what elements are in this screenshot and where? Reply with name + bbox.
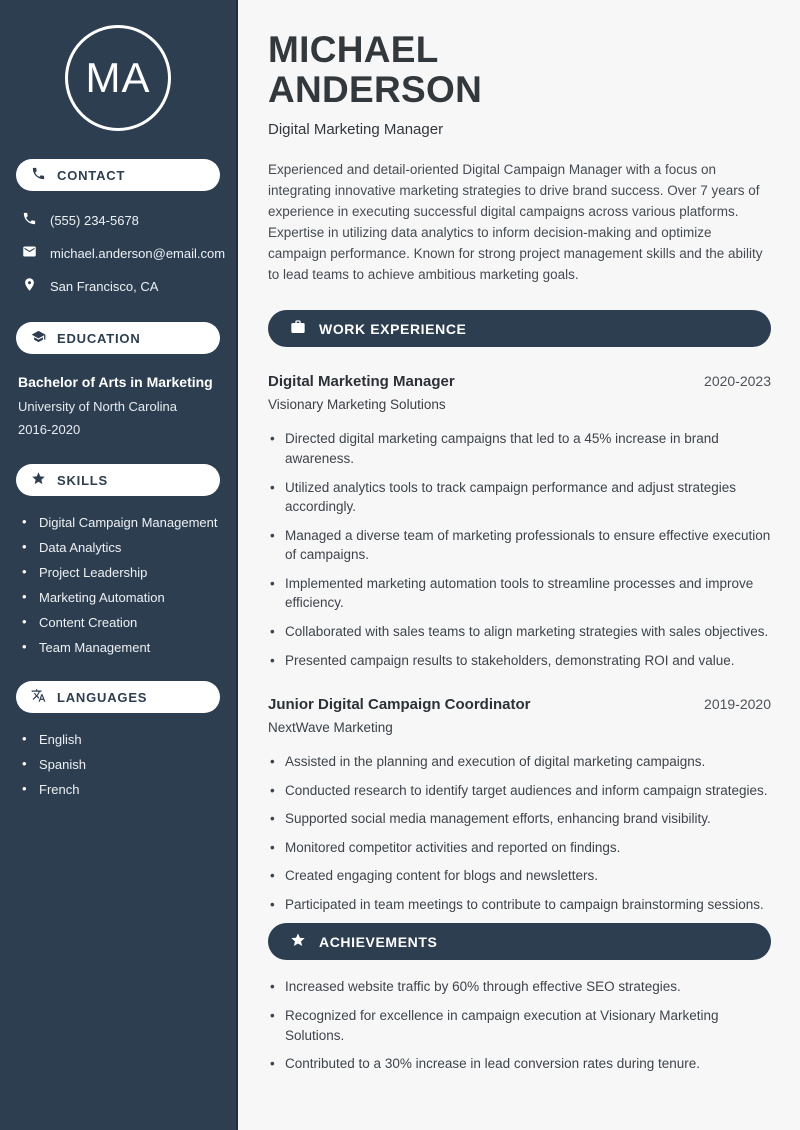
contact-section-label: CONTACT xyxy=(57,167,126,183)
achievements-section-label: ACHIEVEMENTS xyxy=(319,933,438,950)
education-degree: Bachelor of Arts in Marketing xyxy=(18,374,213,390)
location-pin-icon xyxy=(22,277,37,295)
education-section xyxy=(16,322,220,437)
contact-email xyxy=(22,244,226,262)
contact-location-value: San Francisco, CA xyxy=(50,278,159,294)
avatar xyxy=(65,25,171,131)
skills-section-header xyxy=(16,464,220,496)
languages-section-label: LANGUAGES xyxy=(57,689,148,705)
job-bullet: • Presented campaign results to stakeholders, demonstrating ROI and value. xyxy=(268,651,771,671)
job-bullet: • Assisted in the planning and execution of digital marketing campaigns. xyxy=(268,752,771,772)
achievements-list xyxy=(268,977,771,1073)
job-entry-dates: 2019-2020 xyxy=(704,696,771,713)
job-bullet: • Participated in team meetings to contribute to campaign brainstorming sessions. xyxy=(268,895,771,915)
achievements-section-header xyxy=(268,923,771,960)
graduation-cap-icon xyxy=(31,329,46,347)
main-content xyxy=(238,0,800,1130)
job-bullet: • Created engaging content for blogs and newsletters. xyxy=(268,866,771,886)
language-item: • English xyxy=(22,733,220,746)
skill-item: • Project Leadership xyxy=(22,566,220,579)
education-years: 2016-2020 xyxy=(18,422,81,437)
languages-section-header xyxy=(16,681,220,713)
job-entry-company: NextWave Marketing xyxy=(268,720,393,736)
briefcase-icon xyxy=(290,319,306,338)
job-entry xyxy=(268,696,771,914)
skill-item: • Marketing Automation xyxy=(22,591,220,604)
job-entry-company: Visionary Marketing Solutions xyxy=(268,397,446,413)
sidebar xyxy=(0,0,238,1130)
translate-icon xyxy=(31,688,46,706)
skills-section xyxy=(16,464,220,654)
contact-location xyxy=(22,277,220,295)
achievement-bullet: • Contributed to a 30% increase in lead conversion rates during tenure. xyxy=(268,1054,771,1074)
skill-item: • Content Creation xyxy=(22,616,220,629)
contact-section-header xyxy=(16,159,220,191)
job-entry-title: Digital Marketing Manager xyxy=(268,373,455,391)
work-experience-section-label: WORK EXPERIENCE xyxy=(319,320,467,337)
skills-section-label: SKILLS xyxy=(57,472,109,488)
job-bullet: • Supported social media management efforts, enhancing brand visibility. xyxy=(268,809,771,829)
job-entry xyxy=(268,373,771,670)
job-entry-dates: 2020-2023 xyxy=(704,373,771,390)
job-bullet: • Monitored competitor activities and reported on findings. xyxy=(268,838,771,858)
education-section-label: EDUCATION xyxy=(57,330,141,346)
job-bullet: • Conducted research to identify target audiences and inform campaign strategies. xyxy=(268,781,771,801)
job-title-subtitle: Digital Marketing Manager xyxy=(268,121,444,139)
skills-list xyxy=(22,516,220,654)
skill-item: • Data Analytics xyxy=(22,541,220,554)
job-bullet: • Collaborated with sales teams to align marketing strategies with sales objectives. xyxy=(268,622,771,642)
education-section-header xyxy=(16,322,220,354)
skill-item: • Digital Campaign Management xyxy=(22,516,220,529)
achievement-bullet: • Recognized for excellence in campaign execution at Visionary Marketing Solutions. xyxy=(268,1006,771,1045)
skill-item: • Team Management xyxy=(22,641,220,654)
job-header xyxy=(268,373,771,390)
contact-email-value: michael.anderson@email.com xyxy=(50,245,226,261)
work-experience-section-header xyxy=(268,310,771,347)
job-entry-title: Junior Digital Campaign Coordinator xyxy=(268,696,531,714)
contact-phone xyxy=(22,211,220,229)
languages-section xyxy=(16,681,220,796)
email-icon xyxy=(22,244,37,262)
job-bullet: • Directed digital marketing campaigns that led to a 45% increase in brand awareness. xyxy=(268,429,771,468)
star-icon xyxy=(31,471,46,489)
languages-list xyxy=(22,733,220,796)
language-item: • French xyxy=(22,783,220,796)
language-item: • Spanish xyxy=(22,758,220,771)
education-school: University of North Carolina xyxy=(18,399,177,414)
job-bullet-list xyxy=(268,752,771,914)
page-title xyxy=(268,30,771,109)
job-bullet: • Implemented marketing automation tools to streamline processes and improve efficiency. xyxy=(268,574,771,613)
job-bullet-list xyxy=(268,429,771,670)
job-bullet: • Utilized analytics tools to track campaign performance and adjust strategies accordingly. xyxy=(268,478,771,517)
star-icon xyxy=(290,932,306,951)
phone-icon xyxy=(31,166,46,184)
contact-phone-value: (555) 234-5678 xyxy=(50,212,139,228)
first-name: MICHAEL xyxy=(268,29,439,70)
last-name: ANDERSON xyxy=(268,68,483,110)
achievement-bullet: • Increased website traffic by 60% through effective SEO strategies. xyxy=(268,977,771,997)
avatar-initials: MA xyxy=(85,54,151,101)
phone-icon xyxy=(22,211,37,229)
summary-text: Experienced and detail-oriented Digital Campaign Manager with a focus on integrating innovative marketing strategies to drive brand success. Over 7 years of experience in executing successful digital campaigns across various platforms. Expertise in utilizing data analytics to inform decision-making and optimize campaign performance. Known for strong project management skills and the ability to lead teams to achieve ambitious marketing goals. xyxy=(268,162,763,283)
job-header xyxy=(268,696,771,713)
job-bullet: • Managed a diverse team of marketing professionals to ensure effective execution of campaigns. xyxy=(268,526,771,565)
